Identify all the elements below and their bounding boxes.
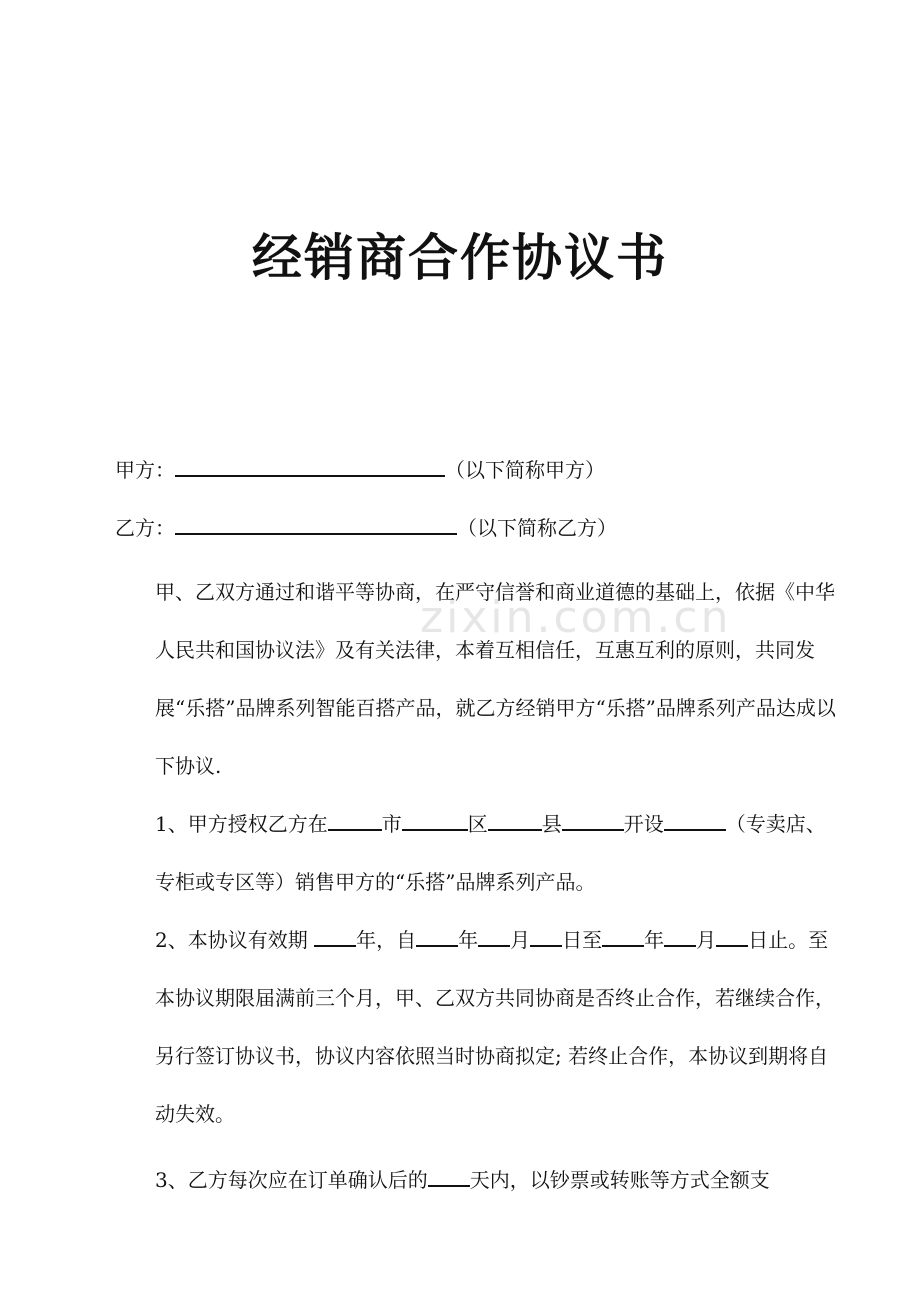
document-title: 经销商合作协议书 [252, 229, 668, 287]
party-a-blank[interactable] [175, 447, 445, 477]
end-day-blank[interactable] [716, 917, 748, 947]
location-blank[interactable] [562, 801, 624, 831]
watermark: zixin.com.cn [420, 592, 732, 643]
district-blank[interactable] [402, 801, 468, 831]
party-b-line [115, 505, 845, 563]
term-years-blank[interactable] [314, 917, 356, 947]
document-body [115, 447, 845, 1209]
party-b-note: （以下简称乙方） [457, 516, 617, 540]
clause-1-rest: （专卖店、专柜或专区等）销售甲方的“乐搭”品牌系列产品。 [155, 812, 826, 894]
clause-2-start-month: 月 [510, 928, 531, 952]
county-blank[interactable] [488, 801, 542, 831]
clause-2-end-month: 月 [696, 928, 717, 952]
clause-1-open: 开设 [623, 812, 664, 836]
clause-2 [115, 911, 845, 1143]
clause-1-prefix: 1、甲方授权乙方在 [155, 812, 328, 836]
clause-2-start-year: 年 [458, 928, 479, 952]
clause-2-year-suffix: 年，自 [356, 928, 417, 952]
clause-2-rest: 至本协议期限届满前三个月，甲、乙双方共同协商是否终止合作，若继续合作，另行签订协议书，协议内容依照当时协商拟定; 若终止合作，本协议到期将自动失效。 [155, 928, 835, 1126]
end-month-blank[interactable] [664, 917, 696, 947]
clause-1-district: 区 [467, 812, 488, 836]
clause-3-rest: 天内，以钞票或转账等方式全额支 [469, 1168, 770, 1192]
party-a-note: （以下简称甲方） [445, 458, 605, 482]
clause-1 [115, 795, 845, 911]
store-type-blank[interactable] [664, 801, 726, 831]
clause-1-city: 市 [381, 812, 402, 836]
clause-1-county: 县 [541, 812, 562, 836]
party-b-blank[interactable] [175, 505, 457, 535]
clause-2-prefix: 2、本协议有效期 [155, 928, 315, 952]
payment-days-blank[interactable] [428, 1157, 470, 1187]
party-a-label: 甲方： [115, 458, 175, 482]
intro-paragraph: 甲、乙双方通过和谐平等协商，在严守信誉和商业道德的基础上，依据《中华人民共和国协议法》及有关法律，本着互相信任，互惠互利的原则，共同发展“乐搭”品牌系列智能百搭产品，就乙方经销甲方“乐搭”品牌系列产品达成以下协议. [155, 580, 836, 778]
clause-3-prefix: 3、乙方每次应在订单确认后的 [155, 1168, 428, 1192]
clause-2-end-year: 年 [644, 928, 665, 952]
start-month-blank[interactable] [478, 917, 510, 947]
clause-3 [115, 1151, 845, 1209]
clause-2-day-end: 日止。 [748, 928, 809, 952]
party-b-label: 乙方： [115, 516, 175, 540]
city-blank[interactable] [328, 801, 382, 831]
end-year-blank[interactable] [602, 917, 644, 947]
party-a-line [115, 447, 845, 505]
clause-2-day-to: 日至 [562, 928, 603, 952]
start-year-blank[interactable] [416, 917, 458, 947]
start-day-blank[interactable] [530, 917, 562, 947]
